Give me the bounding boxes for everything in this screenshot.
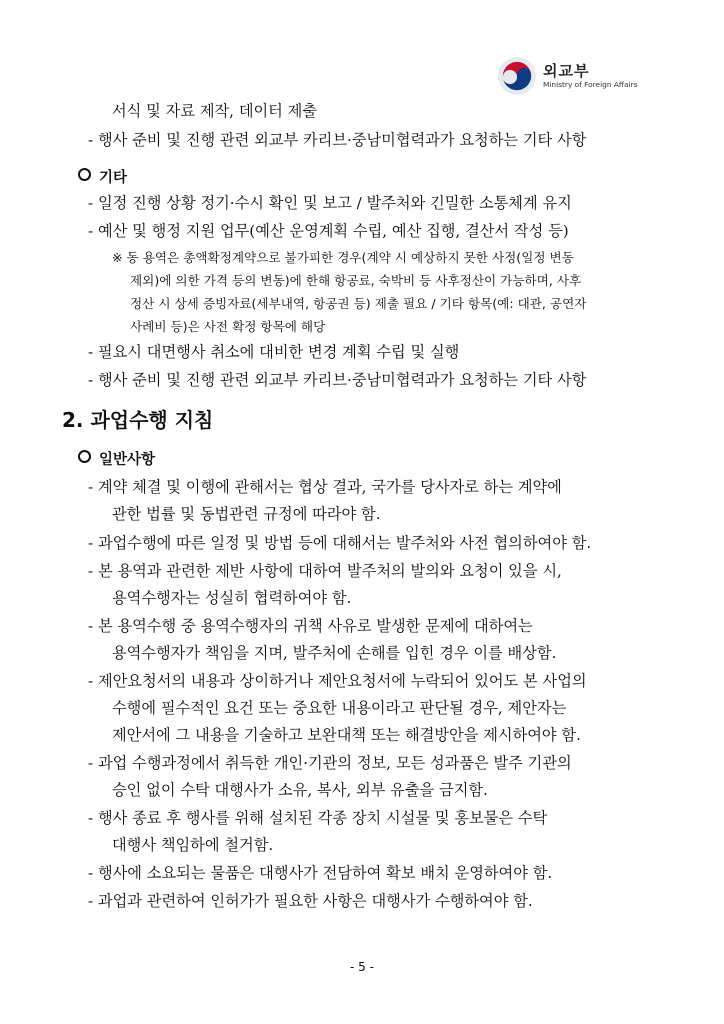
section-title: 2. 과업수행 지침 [62, 408, 214, 432]
text-line: 승인 없이 수탁 대행사가 소유, 복사, 외부 유출을 금지함. [112, 781, 488, 799]
text-line: - 일정 진행 상황 정기·수시 확인 및 보고 / 발주처와 긴밀한 소통체계 유지 [88, 194, 572, 212]
text-line: - 예산 및 행정 지원 업무(예산 운영계획 수립, 예산 집행, 결산서 작성 등) [88, 222, 569, 240]
text-line: 용역수행자는 성실히 협력하여야 함. [112, 589, 352, 607]
note-line: 제외)에 의한 가격 등의 변동)에 한해 항공료, 숙박비 등 사후정산이 가능하며, 사후 [130, 273, 582, 288]
text-line: 제안서에 그 내용을 기술하고 보완대책 또는 해결방안을 제시하여야 함. [112, 726, 581, 744]
text-line: - 과업 수행과정에서 취득한 개인·기관의 정보, 모든 성과품은 발주 기관의 [88, 754, 572, 772]
ministry-logo [497, 56, 637, 96]
text-line: - 계약 체결 및 이행에 관해서는 협상 결과, 국가를 당사자로 하는 계약에 [88, 478, 562, 496]
circle-bullet-icon [78, 168, 91, 181]
text-line: 관한 법률 및 동법관련 규정에 따라야 함. [112, 505, 381, 523]
text-line: 서식 및 자료 제작, 데이터 제출 [112, 102, 318, 120]
text-line: - 행사 준비 및 진행 관련 외교부 카리브·중남미협력과가 요청하는 기타 사항 [88, 131, 587, 149]
logo-english-text: Ministry of Foreign Affairs [543, 80, 638, 89]
text-line: 대행사 책임하에 철거함. [112, 836, 274, 854]
text-line: 수행에 필수적인 요건 또는 중요한 내용이라고 판단될 경우, 제안자는 [112, 699, 567, 717]
bullet-heading-etc [78, 168, 127, 188]
circle-bullet-icon [78, 450, 91, 463]
heading-text: 기타 [99, 170, 128, 186]
text-line: - 필요시 대면행사 취소에 대비한 변경 계획 수립 및 실행 [88, 343, 460, 361]
text-line: - 과업수행에 따른 일정 및 방법 등에 대해서는 발주처와 사전 협의하여야 함. [88, 534, 592, 552]
text-line: - 행사 준비 및 진행 관련 외교부 카리브·중남미협력과가 요청하는 기타 사항 [88, 371, 587, 389]
text-line: 용역수행자가 책임을 지며, 발주처에 손해를 입힌 경우 이를 배상함. [112, 644, 557, 662]
heading-text: 일반사항 [99, 452, 156, 468]
note-line: ※ 동 용역은 총액확정계약으로 불가피한 경우(계약 시 예상하지 못한 사정(일정 변동 [112, 250, 574, 265]
text-line: - 본 용역과 관련한 제반 사항에 대하여 발주처의 발의와 요청이 있을 시, [88, 562, 562, 580]
text-line: - 과업과 관련하여 인허가가 필요한 사항은 대행사가 수행하여야 함. [88, 892, 533, 910]
text-line: - 행사 종료 후 행사를 위해 설치된 각종 장치 시설물 및 홍보물은 수탁 [88, 809, 548, 827]
text-line: - 행사에 소요되는 물품은 대행사가 전담하여 확보 배치 운영하여야 함. [88, 864, 553, 882]
logo-korean-text: 외교부 [543, 62, 590, 80]
note-line: 정산 시 상세 증빙자료(세부내역, 항공권 등) 제출 필요 / 기타 항목(예: 대관, 공연자 [130, 296, 587, 311]
page-number: - 5 - [350, 960, 374, 974]
text-line: - 본 용역수행 중 용역수행자의 귀책 사유로 발생한 문제에 대하여는 [88, 617, 533, 635]
text-line: - 제안요청서의 내용과 상이하거나 제안요청서에 누락되어 있어도 본 사업의 [88, 672, 587, 690]
note-line: 사례비 등)은 사전 확정 항목에 해당 [130, 319, 326, 334]
bullet-heading-general [78, 450, 155, 470]
taegeuk-emblem-icon [497, 56, 537, 96]
